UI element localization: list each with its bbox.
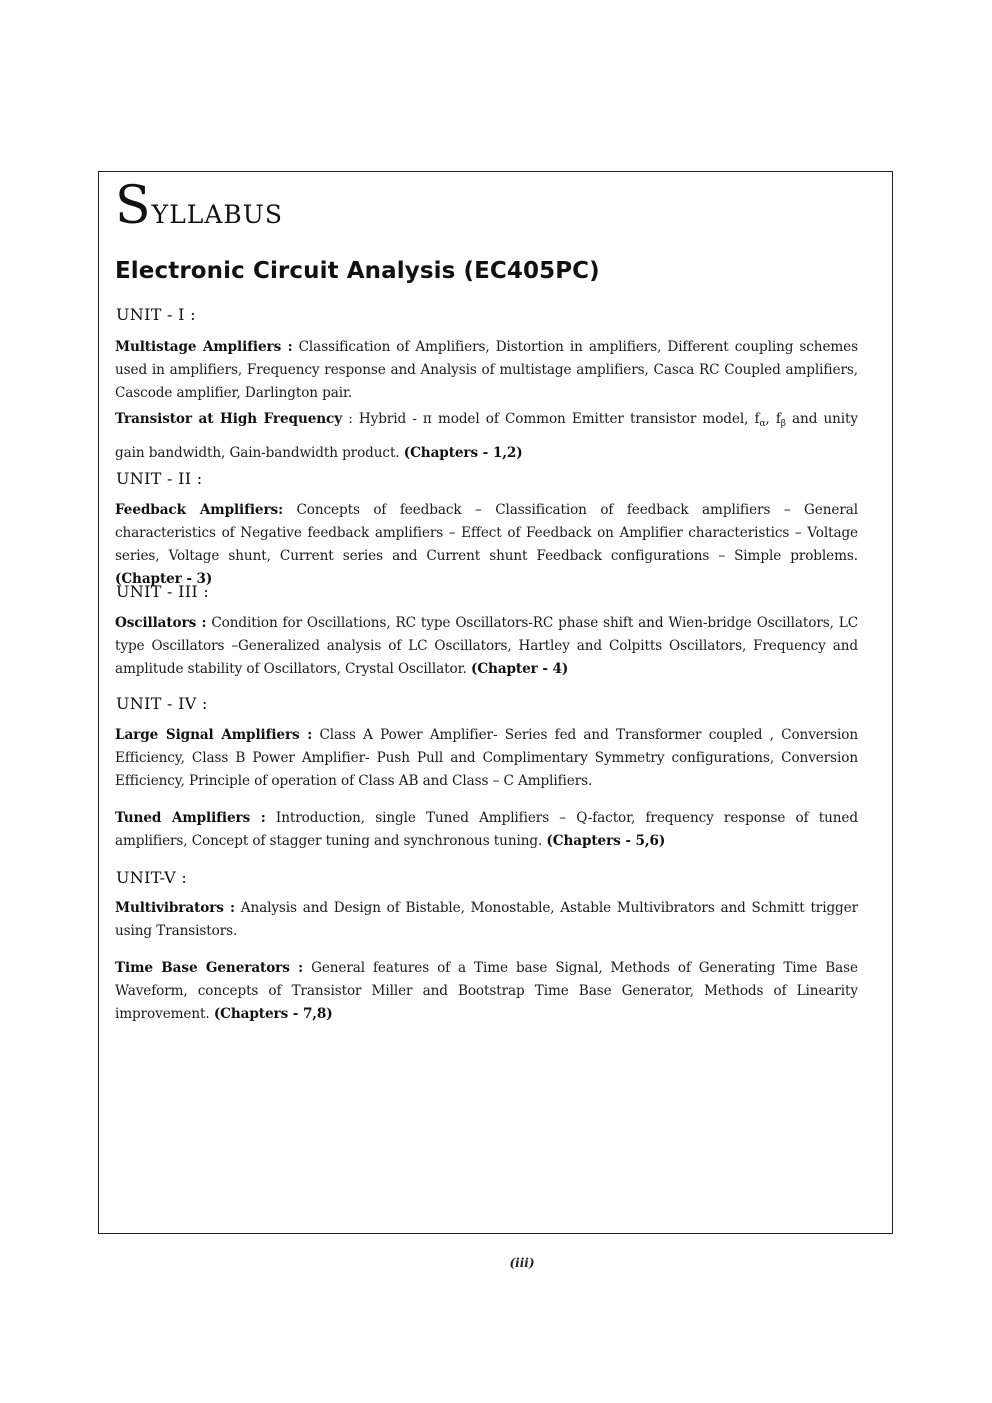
unit-4-heading: UNIT - IV : [116,694,208,713]
unit-4-topic-tuned: Tuned Amplifiers : Introduction, single Tuned Amplifiers – Q-factor, frequency response of tuned amplifiers, Concept of stagger tuning and synchronous tuning. (Chapters - 5,6) [115,810,858,849]
unit-5-heading: UNIT-V : [116,868,188,887]
unit-1-heading: UNIT - I : [116,305,196,324]
unit-1-topic-multistage: Multistage Amplifiers : Classification of Amplifiers, Distortion in amplifiers, Different coupling schemes used in amplifiers, Frequency response and Analysis of multistage amplifiers, Casca RC Coupled amplifiers, Cascode amplifier, Darlington pair. [115,339,858,401]
page-title: Syllabus [115,176,283,236]
course-title: Electronic Circuit Analysis (EC405PC) [115,258,600,284]
unit-3-topic-oscillators: Oscillators : Condition for Oscillations, RC type Oscillators-RC phase shift and Wien-bridge Oscillators, LC type Oscillators –Generalized analysis of LC Oscillators, Hartley and Colpitts Oscillators, Frequency and amplitude stability of Oscillators, Crystal Oscillator. (Chapter - 4) [115,615,858,677]
syllabus-frame [98,171,893,1234]
unit-2-topic-feedback: Feedback Amplifiers: Concepts of feedback – Classification of feedback amplifiers – General characteristics of Negative feedback amplifiers – Effect of Feedback on Amplifier characteristics – Voltage series, Voltage shunt, Current series and Current shunt Feedback configurations – Simple problems. (Chapter - 3) [115,502,858,587]
unit-5-topic-multivibrators: Multivibrators : Analysis and Design of Bistable, Monostable, Astable Multivibrators and Schmitt trigger using Transistors. [115,900,859,939]
page-number: (iii) [509,1256,535,1270]
unit-3-heading: UNIT - III : [116,582,210,601]
unit-5-topic-time-base: Time Base Generators : General features of a Time base Signal, Methods of Generating Time Base Waveform, concepts of Transistor Miller and Bootstrap Time Base Generator, Methods of Linearity improvement. (Chapters - 7,8) [115,960,858,1022]
unit-2-heading: UNIT - II : [116,469,203,488]
unit-1-topic-high-frequency: Transistor at High Frequency : Hybrid - π model of Common Emitter transistor model, $f_\alpha$, $f_\beta$ and unity gain bandwidth, Gain-bandwidth product. (Chapters - 1,2) [115,411,858,461]
unit-4-topic-large-signal: Large Signal Amplifiers : Class A Power Amplifier- Series fed and Transformer coupled , Conversion Efficiency, Class B Power Amplifier- Push Pull and Complimentary Symmetry configurations, Conversion Efficiency, Principle of operation of Class AB and Class – C Amplifiers. [115,727,858,789]
